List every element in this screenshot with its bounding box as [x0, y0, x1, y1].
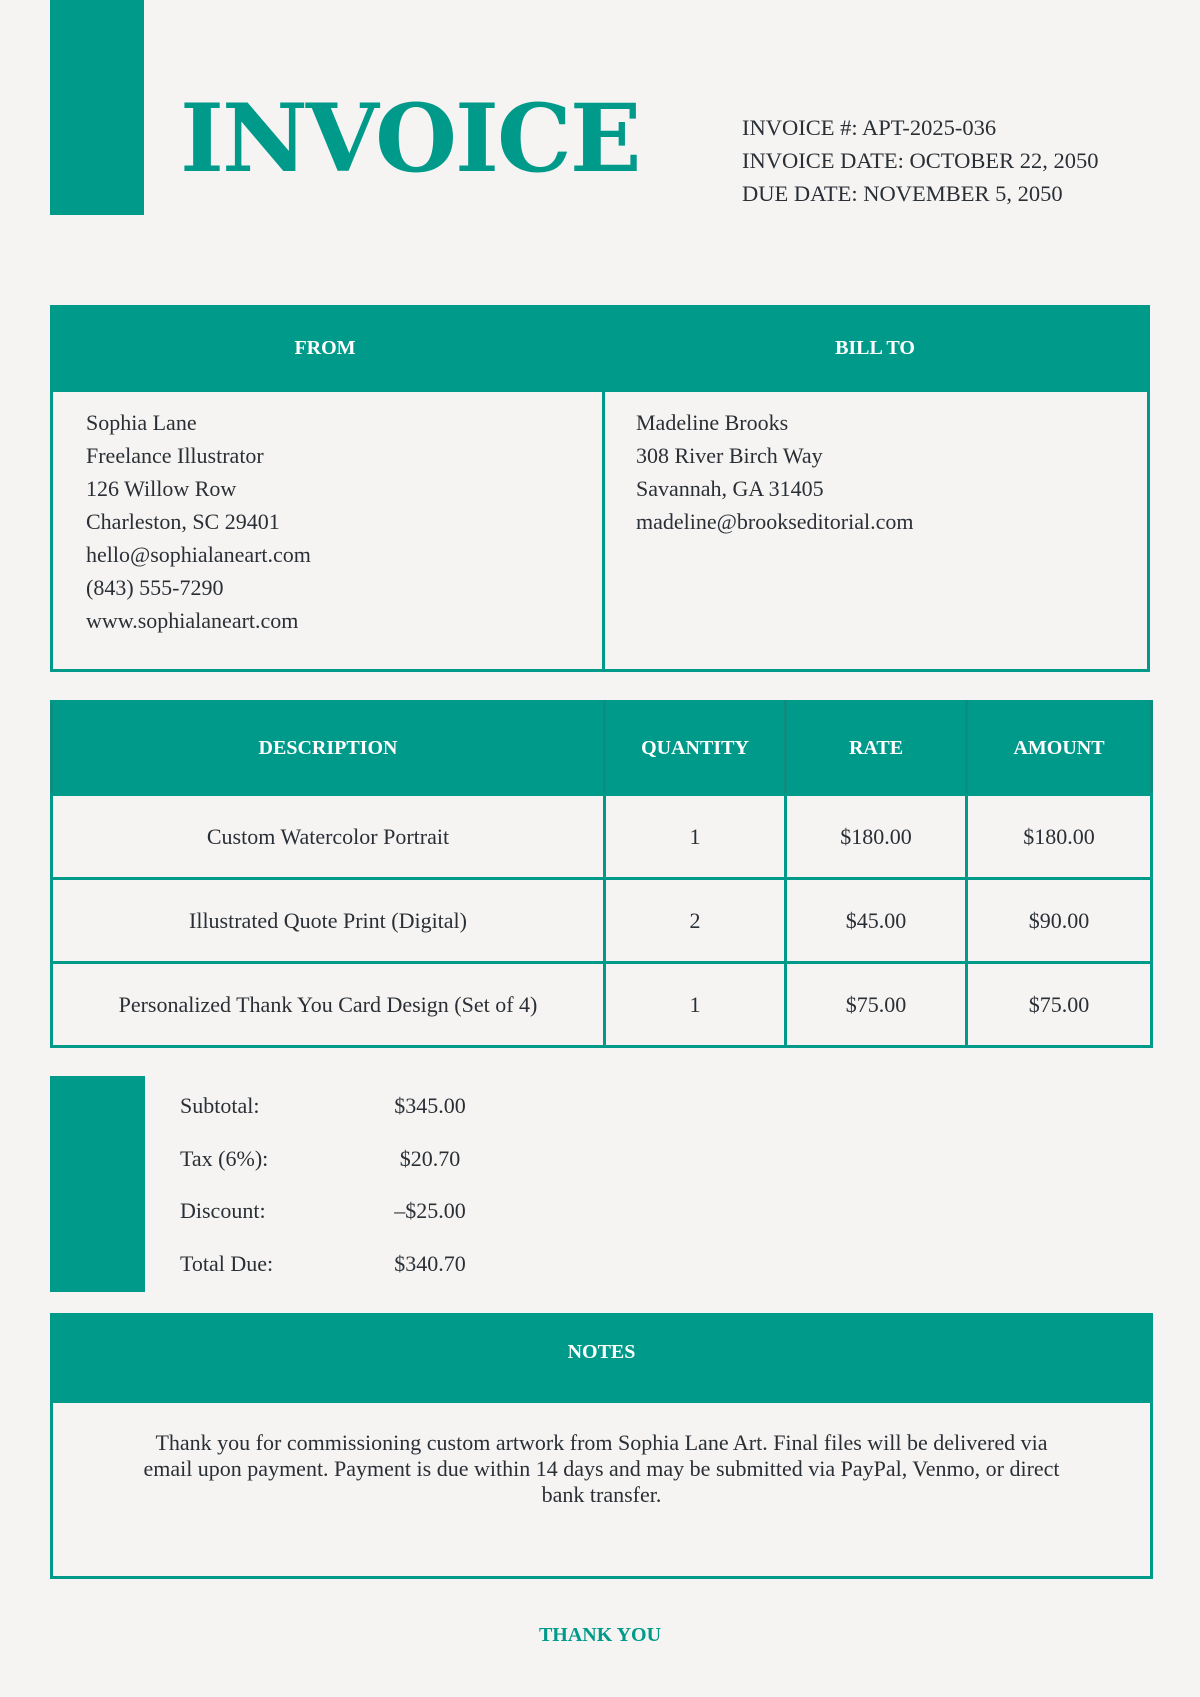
totals-value: $340.70 — [394, 1250, 466, 1276]
item-quantity: 1 — [605, 963, 786, 1047]
totals-row-discount — [180, 1198, 480, 1251]
notes-text: Thank you for commissioning custom artwork from Sophia Lane Art. Final files will be delivered via email upon payment. Payment is due within 14 days and may be submitted via PayPal, Venmo, or direct bank transfer. — [143, 1430, 1060, 1507]
notes-heading: NOTES — [50, 1313, 1153, 1403]
notes-section — [50, 1313, 1153, 1579]
from-line: Sophia Lane — [86, 410, 197, 435]
item-amount: $180.00 — [967, 795, 1152, 879]
from-line: Freelance Illustrator — [86, 443, 264, 468]
totals-label: Total Due: — [180, 1250, 274, 1276]
invoice-date: INVOICE DATE: OCTOBER 22, 2050 — [742, 148, 1099, 173]
parties-section — [50, 305, 1150, 672]
item-quantity: 1 — [605, 795, 786, 879]
table-row — [52, 963, 1152, 1047]
item-rate: $180.00 — [786, 795, 967, 879]
totals-label: Subtotal: — [180, 1093, 260, 1118]
from-line: (843) 555-7290 — [86, 575, 224, 600]
bill-to-line: 308 River Birch Way — [636, 443, 823, 468]
table-row — [52, 795, 1152, 879]
column-header-amount: AMOUNT — [967, 702, 1152, 795]
invoice-meta — [742, 111, 1098, 210]
from-line: 126 Willow Row — [86, 476, 237, 501]
column-header-description: DESCRIPTION — [52, 702, 605, 795]
from-line: hello@sophialaneart.com — [86, 542, 311, 567]
totals-accent-bar — [50, 1076, 145, 1292]
header-accent-bar — [50, 0, 144, 215]
item-quantity: 2 — [605, 879, 786, 963]
invoice-number: INVOICE #: APT-2025-036 — [742, 115, 997, 140]
totals-row-tax — [180, 1146, 480, 1199]
table-row — [52, 879, 1152, 963]
totals-value: $20.70 — [399, 1145, 461, 1171]
due-date: DUE DATE: NOVEMBER 5, 2050 — [742, 181, 1063, 206]
item-rate: $75.00 — [786, 963, 967, 1047]
bill-to-details — [605, 392, 1147, 669]
from-line: www.sophialaneart.com — [86, 608, 299, 633]
item-description: Personalized Thank You Card Design (Set of 4) — [52, 963, 605, 1047]
column-header-rate: RATE — [786, 702, 967, 795]
totals-label: Tax (6%): — [180, 1145, 269, 1171]
item-amount: $90.00 — [967, 879, 1152, 963]
from-line: Charleston, SC 29401 — [86, 509, 280, 534]
bill-to-line: Madeline Brooks — [636, 410, 789, 435]
totals-value: $345.00 — [394, 1093, 466, 1118]
invoice-title: INVOICE — [180, 84, 640, 194]
item-description: Custom Watercolor Portrait — [52, 795, 605, 879]
from-heading: FROM — [294, 337, 356, 359]
bill-to-line: madeline@brookseditorial.com — [636, 509, 914, 534]
totals-label: Discount: — [180, 1198, 266, 1223]
totals-value: –$25.00 — [394, 1198, 466, 1223]
from-details — [53, 392, 605, 669]
totals-summary — [180, 1093, 480, 1303]
column-header-quantity: QUANTITY — [605, 702, 786, 795]
totals-row-total-due — [180, 1251, 480, 1304]
table-header-row — [52, 702, 1152, 795]
thank-you-footer: THANK YOU — [538, 1624, 662, 1646]
bill-to-line: Savannah, GA 31405 — [636, 476, 824, 501]
item-amount: $75.00 — [967, 963, 1152, 1047]
line-items-table — [50, 700, 1153, 1048]
totals-row-subtotal — [180, 1093, 480, 1146]
parties-header — [50, 305, 1150, 392]
bill-to-heading: BILL TO — [835, 337, 915, 359]
item-rate: $45.00 — [786, 879, 967, 963]
item-description: Illustrated Quote Print (Digital) — [52, 879, 605, 963]
